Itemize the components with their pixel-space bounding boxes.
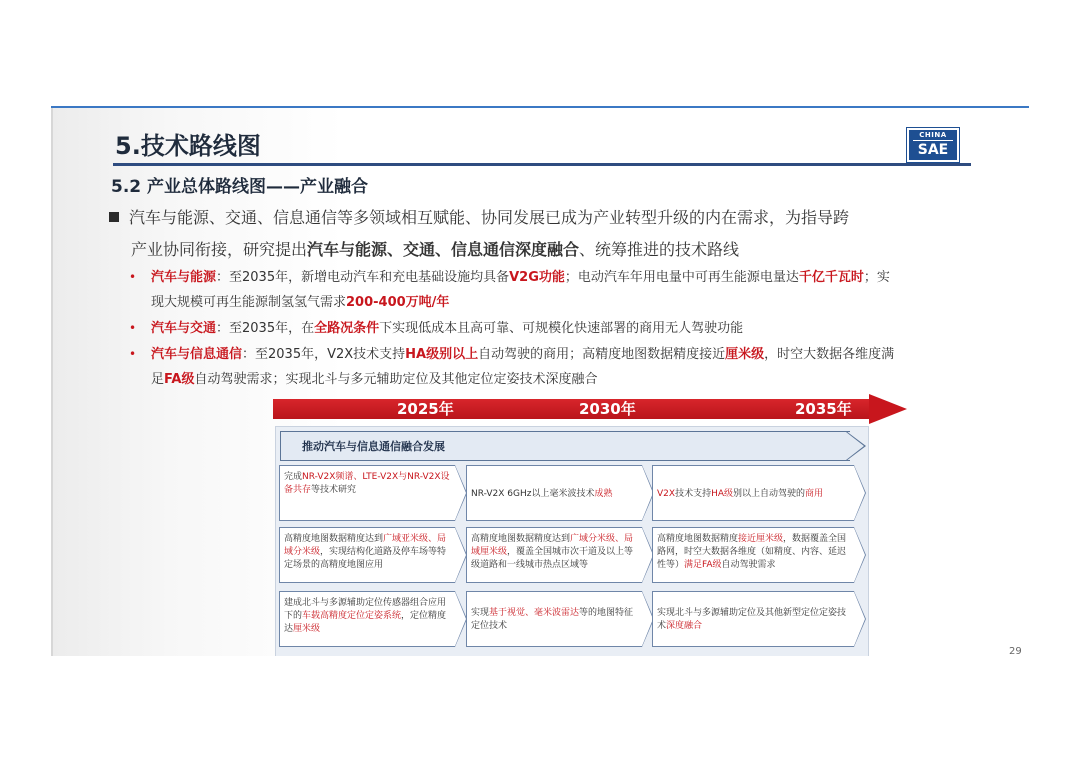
- highlight-run: HA级别以上: [405, 347, 479, 362]
- roadmap-cell-r1c1: [279, 465, 465, 521]
- cell-text: [279, 465, 455, 521]
- text-run: ：至2035年，新增电动汽车和充电基础设施均具备: [216, 270, 510, 285]
- main-bullet-line2: [109, 234, 979, 266]
- roadmap-cell-r2c2: [466, 527, 652, 583]
- highlight-run: 基于视觉、毫米波雷达: [489, 608, 580, 618]
- text-run: ，定位精度达: [284, 611, 447, 634]
- cell-text: [652, 465, 854, 521]
- cell-text: [466, 527, 642, 583]
- highlight-run: NR-V2X频谱、LTE-V2X与NR-V2X设备共存: [284, 472, 450, 495]
- main-bullet-text1: 汽车与能源、交通、信息通信等多领域相互赋能、协同发展已成为产业转型升级的内在需求，为指导跨: [129, 208, 850, 227]
- year-label-2030: 2030年: [579, 400, 636, 418]
- text-run: ，实现结构化道路及停车场等特定场景的高精度地图应用: [284, 547, 447, 570]
- cell-chevron-inner: [854, 466, 865, 520]
- page-number: 29: [1009, 646, 1022, 656]
- chevron-shape-inner: [846, 432, 864, 460]
- highlight-run: 车载高精度定位定姿系统: [302, 611, 402, 621]
- text-run: ：至2035年，V2X技术支持: [242, 347, 406, 362]
- highlight-run: 200-400万吨/年: [346, 295, 450, 310]
- main-bullet-text2a: 产业协同衔接，研究提出: [131, 240, 308, 259]
- highlight-run: V2X: [657, 488, 676, 499]
- text-run: 等技术研究: [311, 485, 357, 495]
- cell-text: [466, 465, 642, 521]
- text-run: 技术支持: [675, 488, 712, 499]
- sub-bullet-energy: [131, 265, 981, 315]
- roadmap-cell-r1c3: [652, 465, 866, 521]
- text-run: ，数据覆盖全国路网，时空大数据各维度（如精度、内容、延迟性等）: [657, 534, 847, 570]
- title-divider: [113, 163, 971, 166]
- timeline-arrow: [273, 394, 907, 424]
- text-run: 等的地图特征定位技术: [471, 608, 634, 631]
- section-subtitle: 5.2 产业总体路线图——产业融合: [111, 177, 369, 197]
- text-run: ；电动汽车年用电量中可再生能源电量达: [564, 270, 799, 285]
- text-run: ，时空大数据各维度满: [764, 347, 895, 362]
- highlight-run: 全路况条件: [314, 321, 380, 336]
- text-run: 实现北斗与多源辅助定位及其他新型定位定姿技术: [657, 608, 847, 631]
- page-title: 5.技术路线图: [115, 132, 261, 160]
- text-run: 自动驾驶的商用；高精度地图数据精度接近: [478, 347, 726, 362]
- cell-chevron-inner: [854, 592, 865, 646]
- sub-bullet-energy-text: [131, 265, 981, 315]
- highlight-run: 厘米级: [725, 347, 765, 362]
- timeline-bar: [273, 399, 873, 419]
- cell-chevron-inner: [455, 592, 466, 646]
- year-label-2035: 2035年: [795, 400, 852, 418]
- bullet-dot-icon: •: [129, 347, 137, 361]
- text-run: 别以上自动驾驶的: [733, 488, 806, 499]
- text-run: 完成: [284, 472, 303, 482]
- logo-text-top: CHINA: [919, 131, 947, 139]
- cell-chevron-inner: [455, 466, 466, 520]
- sub-bullet-info: [131, 342, 981, 392]
- arrow-right-icon: [869, 394, 907, 424]
- highlight-run: 接近厘米级: [738, 534, 784, 544]
- highlight-run: 千亿千瓦时: [798, 270, 864, 285]
- slide: [51, 106, 1029, 656]
- text-run: ：至2035年，在: [216, 321, 315, 336]
- text-run: 建成北斗与多源辅助定位传感器组合应用下的: [284, 598, 447, 621]
- panel-title: 推动汽车与信息通信融合发展: [302, 440, 445, 453]
- text-run: 高精度地图数据精度: [657, 534, 739, 544]
- highlight-run: 商用: [805, 488, 824, 499]
- roadmap-cell-r3c3: [652, 591, 866, 647]
- cell-chevron-inner: [854, 528, 865, 582]
- sub-bullet-info-text: [131, 342, 981, 392]
- text-run: 高精度地图数据精度达到: [284, 534, 384, 544]
- text-run: 实现: [471, 608, 490, 618]
- highlight-run: 广域亚米级、局域分米级: [284, 534, 447, 557]
- highlight-run: 深度融合: [666, 621, 703, 631]
- highlight-run: 广域分米级、局域厘米级: [471, 534, 634, 557]
- year-label-2025: 2025年: [397, 400, 454, 418]
- highlight-run: 厘米级: [293, 624, 321, 634]
- roadmap-cell-r3c2: [466, 591, 652, 647]
- main-bullet-highlight: 汽车与能源、交通、信息通信深度融合: [307, 240, 580, 259]
- text-run: NR-V2X 6GHz以上毫米波技术: [471, 488, 595, 499]
- text-run: 高精度地图数据精度达到: [471, 534, 571, 544]
- sub-bullet-traffic-text: [131, 316, 981, 341]
- bullet-dot-icon: •: [129, 321, 137, 335]
- china-sae-logo: [907, 128, 959, 162]
- roadmap-panel: [275, 426, 869, 656]
- roadmap-cell-r2c3: [652, 527, 866, 583]
- square-bullet-icon: [109, 212, 119, 222]
- slide-edge: [51, 108, 53, 656]
- sub-bullet-label: 汽车与信息通信: [151, 347, 243, 362]
- cell-chevron-inner: [455, 528, 466, 582]
- logo-text-bottom: SAE: [913, 140, 953, 159]
- cell-text: [466, 591, 642, 647]
- sub-bullet-traffic: [131, 316, 981, 341]
- roadmap-cell-r1c2: [466, 465, 652, 521]
- text-run: ，覆盖全国城市次干道及以上等级道路和一线城市热点区域等: [471, 547, 634, 570]
- sub-bullet-label: 汽车与交通: [151, 321, 217, 336]
- main-bullet: [109, 202, 979, 266]
- text-run: 自动驾驶需求: [721, 560, 776, 570]
- roadmap-cell-r3c1: [279, 591, 465, 647]
- highlight-run: 成熟: [594, 488, 613, 499]
- highlight-run: FA级: [164, 372, 195, 387]
- text-run: 下实现低成本且高可靠、可规模化快速部署的商用无人驾驶功能: [379, 321, 744, 336]
- highlight-run: V2G功能: [509, 270, 565, 285]
- roadmap-cell-r2c1: [279, 527, 465, 583]
- main-bullet-text2c: 、统筹推进的技术路线: [579, 240, 740, 259]
- highlight-run: HA级: [711, 488, 734, 499]
- cell-text: [652, 591, 854, 647]
- cell-text: [279, 591, 455, 647]
- cell-text: [652, 527, 854, 583]
- highlight-run: 满足FA级: [684, 560, 722, 570]
- main-bullet-line1: [109, 202, 979, 234]
- sub-bullet-label: 汽车与能源: [151, 270, 217, 285]
- panel-header: [280, 431, 866, 461]
- cell-text: [279, 527, 455, 583]
- bullet-dot-icon: •: [129, 270, 137, 284]
- text-run: 现大规模可再生能源制氢氢气需求: [151, 295, 347, 310]
- text-run: ；实: [863, 270, 890, 285]
- text-run: 足: [151, 372, 165, 387]
- text-run: 自动驾驶需求；实现北斗与多元辅助定位及其他定位定姿技术深度融合: [194, 372, 598, 387]
